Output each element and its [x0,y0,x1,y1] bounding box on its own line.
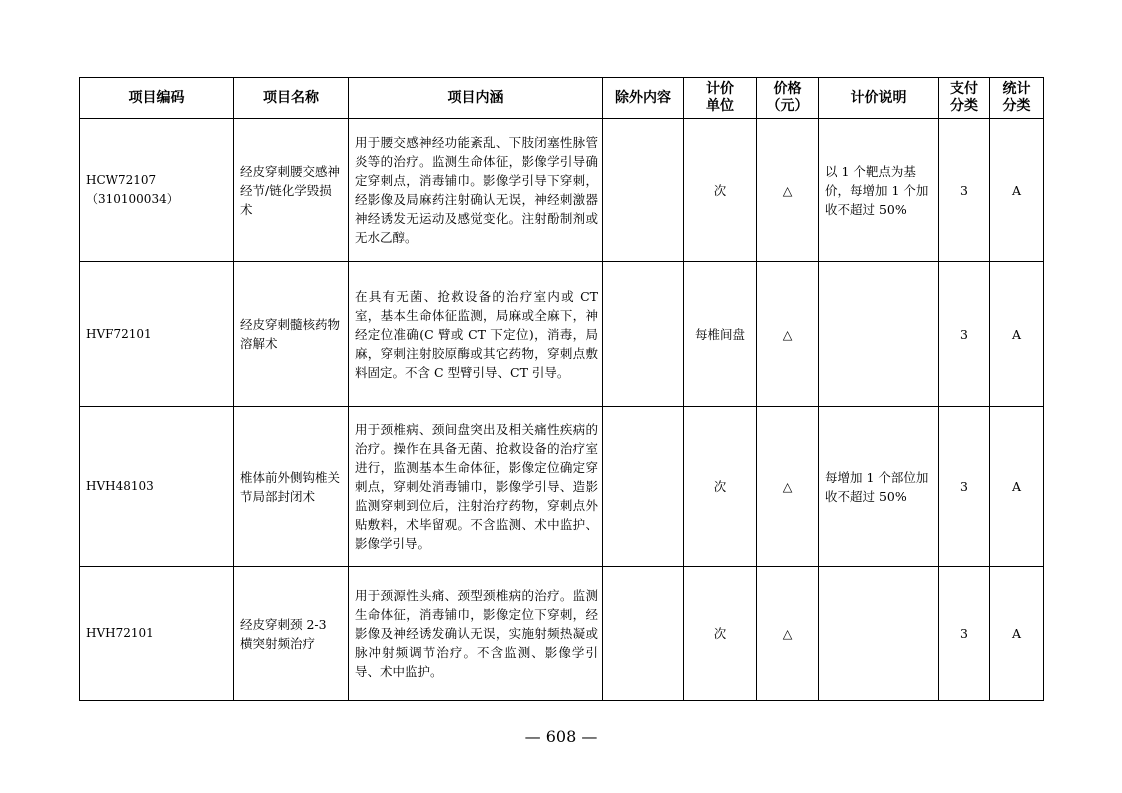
cell-description [819,262,939,407]
cell-content: 在具有无菌、抢救设备的治疗室内或 CT 室，基本生命体征监测，局麻或全麻下，神经定位准确(C 臂或 CT 下定位)，消毒，局麻，穿刺注射胶原酶或其它药物，穿刺点敷料固定。不含 C 型臂引导、CT 引导。 [349,262,603,407]
cell-name: 经皮穿刺髓核药物溶解术 [234,262,349,407]
cell-unit: 每椎间盘 [684,262,757,407]
cell-content: 用于颈源性头痛、颈型颈椎病的治疗。监测生命体征，消毒铺巾，影像定位下穿刺，经影像及神经诱发确认无误，实施射频热凝或脉冲射频调节治疗。不含监测、影像学引导、术中监护。 [349,567,603,701]
cell-unit: 次 [684,119,757,262]
cell-price: △ [757,567,819,701]
cell-name: 椎体前外侧钩椎关节局部封闭术 [234,407,349,567]
cell-price: △ [757,119,819,262]
table-row [80,119,1044,262]
header-description: 计价说明 [819,78,939,119]
cell-payment: 3 [939,407,990,567]
header-content: 项目内涵 [349,78,603,119]
cell-exclusions [603,119,684,262]
cell-description: 每增加 1 个部位加收不超过 50% [819,407,939,567]
cell-name: 经皮穿刺颈 2-3 横突射频治疗 [234,567,349,701]
cell-payment: 3 [939,567,990,701]
pricing-table [79,77,1044,701]
cell-price: △ [757,262,819,407]
cell-exclusions [603,567,684,701]
table-row [80,567,1044,701]
cell-payment: 3 [939,119,990,262]
table-header-row [80,78,1044,119]
cell-stat: A [990,407,1044,567]
table-row [80,407,1044,567]
header-price: 价格 （元） [757,78,819,119]
cell-content: 用于腰交感神经功能紊乱、下肢闭塞性脉管炎等的治疗。监测生命体征，影像学引导确定穿刺点，消毒铺巾。影像学引导下穿刺，经影像及局麻药注射确认无误，神经刺激器神经诱发无运动及感觉变化。注射酚制剂或无水乙醇。 [349,119,603,262]
cell-stat: A [990,119,1044,262]
cell-code: HCW72107（310100034） [80,119,234,262]
cell-description: 以 1 个靶点为基价，每增加 1 个加收不超过 50% [819,119,939,262]
cell-name: 经皮穿刺腰交感神经节/链化学毁损术 [234,119,349,262]
page-number: — 608 — [524,727,598,746]
cell-payment: 3 [939,262,990,407]
cell-unit: 次 [684,567,757,701]
header-exclusions: 除外内容 [603,78,684,119]
cell-exclusions [603,407,684,567]
cell-code: HVF72101 [80,262,234,407]
cell-stat: A [990,262,1044,407]
cell-code: HVH48103 [80,407,234,567]
cell-unit: 次 [684,407,757,567]
header-payment: 支付 分类 [939,78,990,119]
table-row [80,262,1044,407]
cell-content: 用于颈椎病、颈间盘突出及相关痛性疾病的治疗。操作在具备无菌、抢救设备的治疗室进行，监测基本生命体征，影像定位确定穿刺点，穿刺处消毒铺巾，影像学引导、造影监测穿刺到位后，注射治疗药物，穿刺点外贴敷料，术毕留观。不含监测、术中监护、影像学引导。 [349,407,603,567]
cell-description [819,567,939,701]
cell-price: △ [757,407,819,567]
header-code: 项目编码 [80,78,234,119]
header-stat: 统计 分类 [990,78,1044,119]
cell-code: HVH72101 [80,567,234,701]
header-name: 项目名称 [234,78,349,119]
cell-exclusions [603,262,684,407]
cell-stat: A [990,567,1044,701]
header-unit: 计价 单位 [684,78,757,119]
